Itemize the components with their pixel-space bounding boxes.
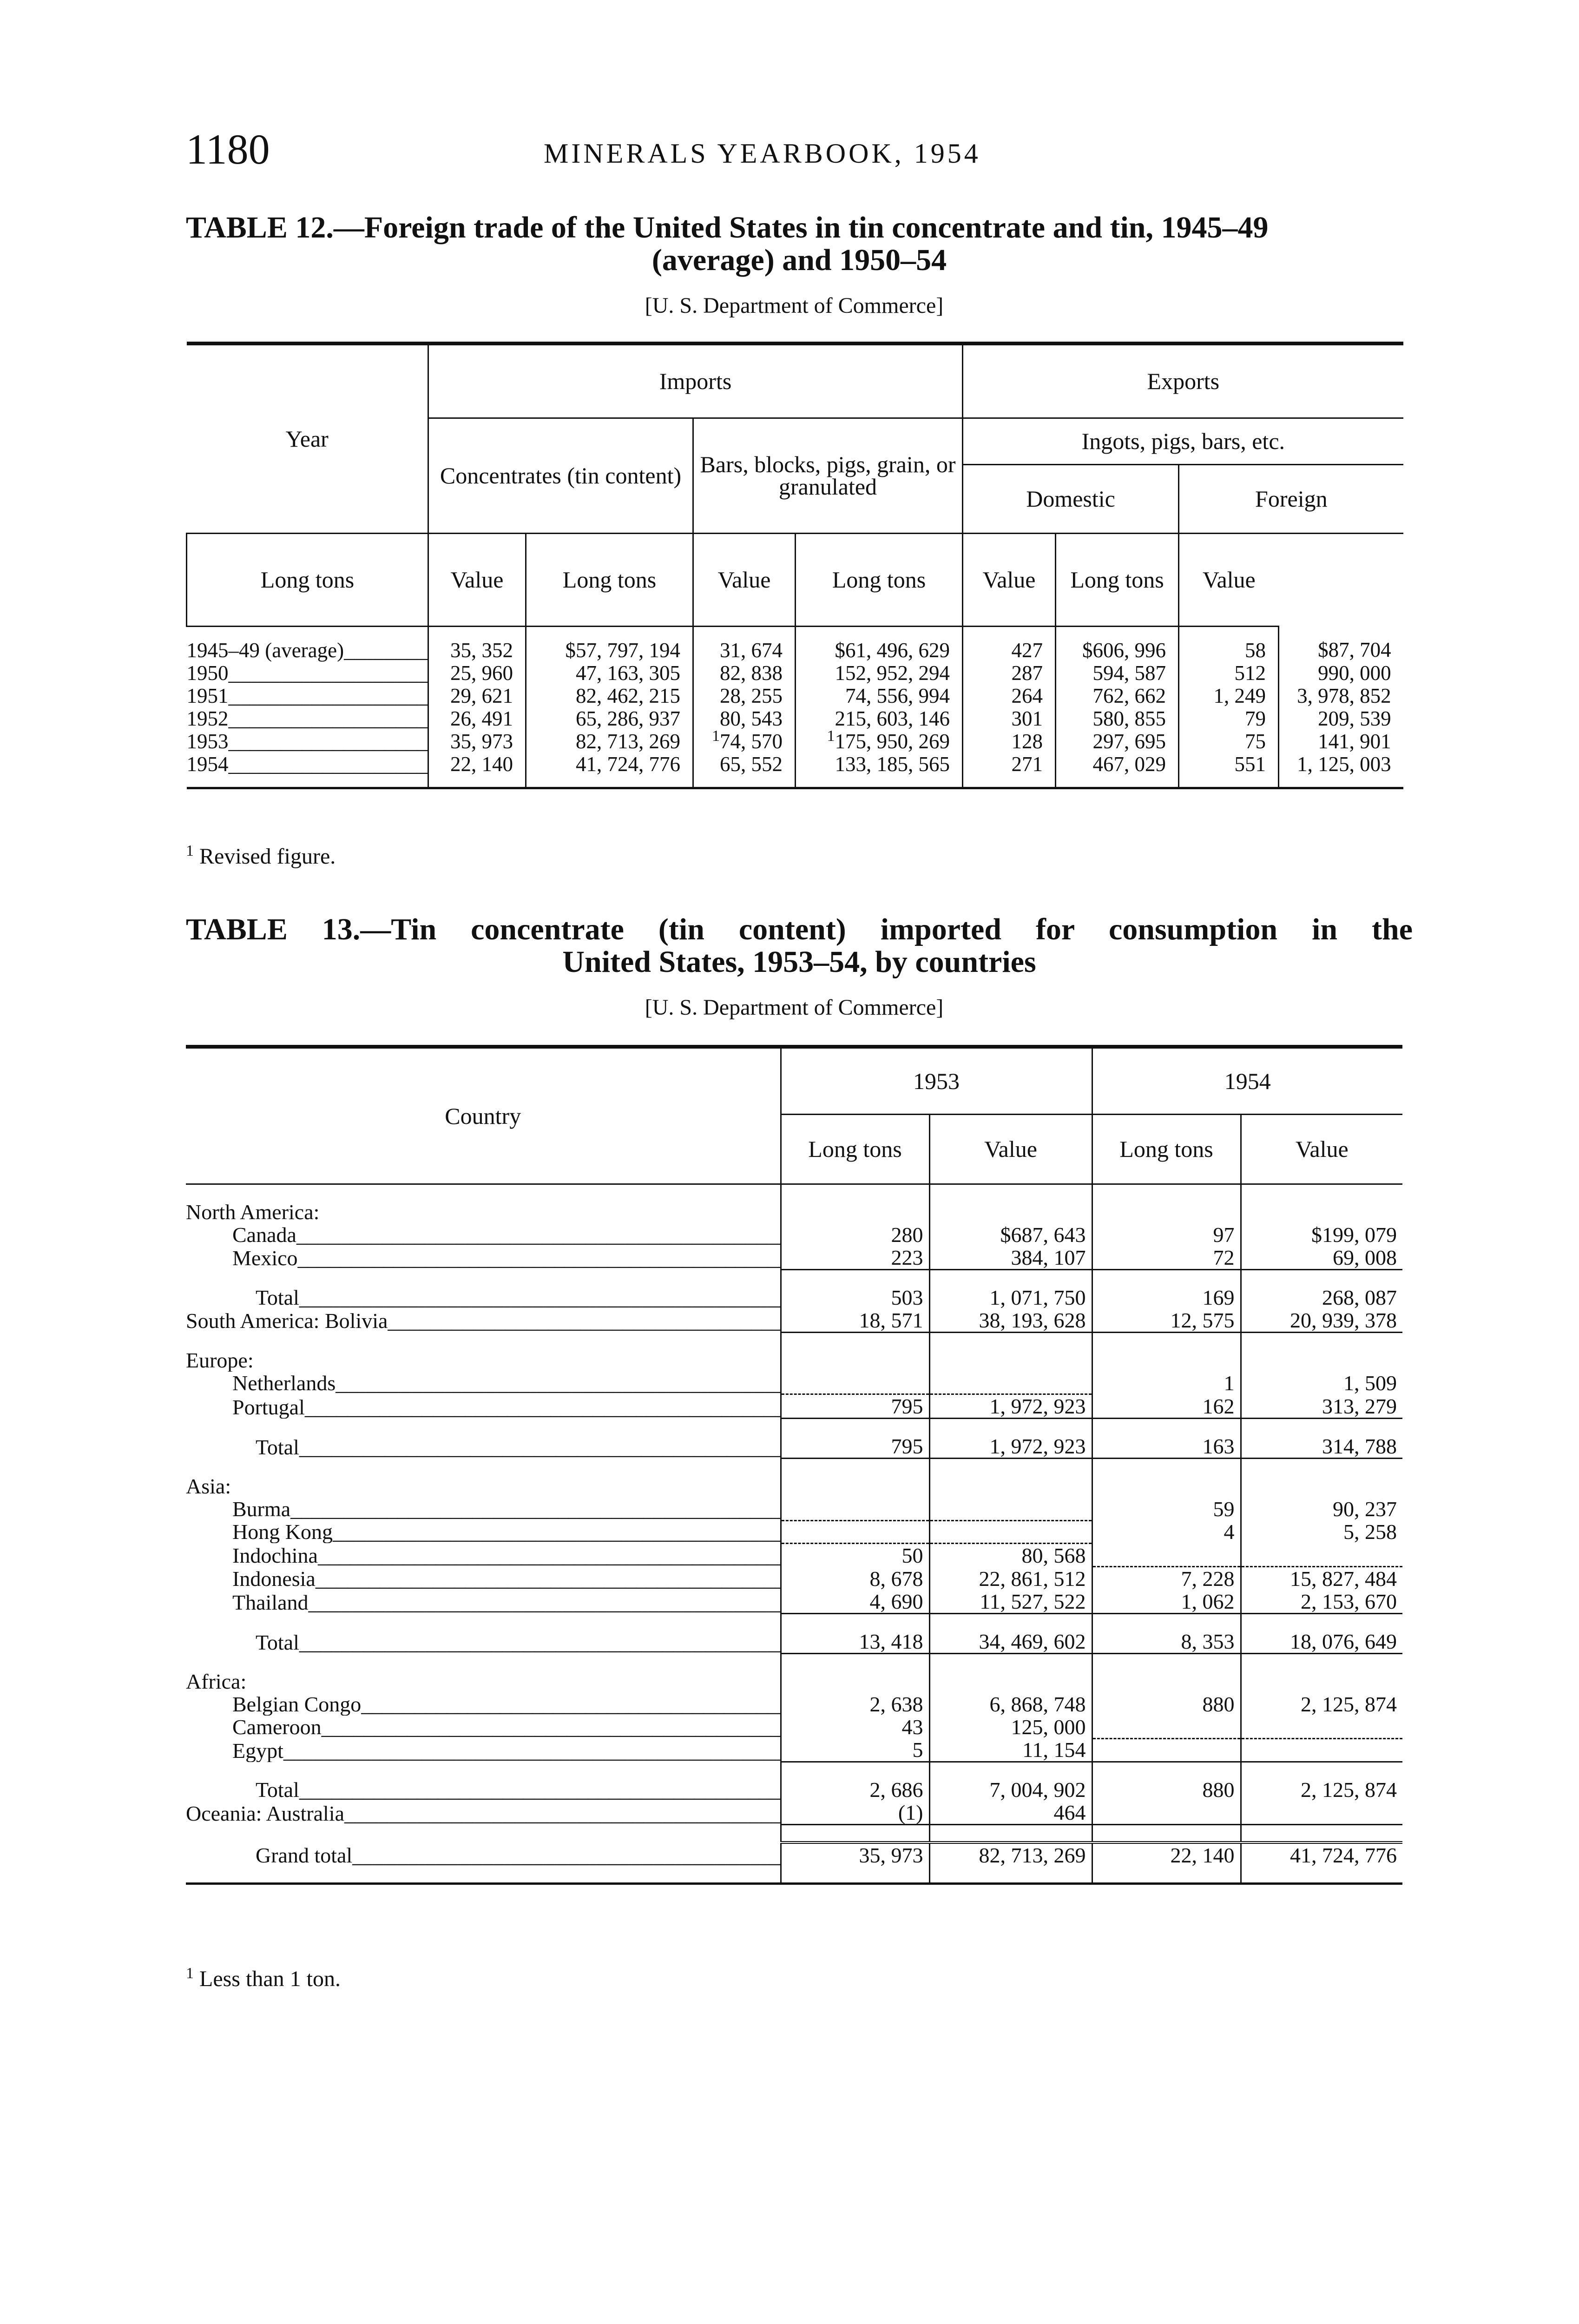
table-row: 1952 _____ 26, 491 65, 286, 937 80, 543 215, 603, 146 301 580, 855 79 209, 539 <box>187 707 1403 730</box>
sub-bars: Bars, blocks, pigs, grain, or granulated <box>693 418 963 533</box>
table-row: Oceania: Australia _____ (1) 464 <box>186 1801 1402 1825</box>
table-row: Thailand _____ 4, 690 11, 527, 522 1, 062 2, 153, 670 <box>186 1590 1402 1614</box>
col-tons-1953: Long tons <box>781 1114 929 1184</box>
table-row: Egypt _____ 5 11, 154 <box>186 1738 1402 1762</box>
table-row: Canada _____ 280 $687, 643 97 $199, 079 <box>186 1223 1402 1246</box>
list-item: North America: <box>186 1201 1402 1223</box>
list-item: Europe: <box>186 1349 1402 1372</box>
table-row: Cameroon _____ 43 125, 000 <box>186 1716 1402 1738</box>
table-row: South America: Bolivia _____ 18, 571 38, 193, 628 12, 575 20, 939, 378 <box>186 1309 1402 1333</box>
col-value-1954: Value <box>1241 1114 1402 1184</box>
sub-domestic: Domestic <box>963 464 1179 533</box>
table-row: Mexico _____ 223 384, 107 72 69, 008 <box>186 1246 1402 1270</box>
table13-title: TABLE 13.—Tin concentrate (tin content) imported for consumption in the <box>186 912 1413 946</box>
table-row: Belgian Congo _____ 2, 638 6, 868, 748 880 2, 125, 874 <box>186 1693 1402 1716</box>
col-conc-value: Value <box>428 533 526 626</box>
col-dom-value: Value <box>963 533 1056 626</box>
table-row: 1950 _____ 25, 960 47, 163, 305 82, 838 152, 952, 294 287 594, 587 512 990, 000 <box>187 662 1403 685</box>
table-row: Total _____ 503 1, 071, 750 169 268, 087 <box>186 1286 1402 1309</box>
running-head: MINERALS YEARBOOK, 1954 <box>544 138 981 169</box>
table-row: 1954 _____ 22, 140 41, 724, 776 65, 552 133, 185, 565 271 467, 029 551 1, 125, 003 <box>187 753 1403 788</box>
sub-ingots: Ingots, pigs, bars, etc. <box>963 418 1403 464</box>
table12-footnote: $^1$ Revised figure. <box>186 842 336 869</box>
page-number: 1180 <box>186 125 270 173</box>
col-bars-tons: Long tons <box>526 533 693 626</box>
col-dom-tons: Long tons <box>796 533 963 626</box>
sub-foreign: Foreign <box>1179 464 1403 533</box>
table13 <box>186 1045 1402 1885</box>
grand-total-row: Grand total _____ 35, 973 82, 713, 269 22, 140 41, 724, 776 <box>186 1842 1402 1867</box>
table-row: Total _____ 13, 418 34, 469, 602 8, 353 18, 076, 649 <box>186 1630 1402 1654</box>
table-row: 1953 _____ 35, 973 82, 713, 269 $^1$74, 570 $^1$175, 950, 269 128 297, 695 75 141, 901 <box>187 730 1403 753</box>
table-row: Netherlands _____ 1 1, 509 <box>186 1372 1402 1394</box>
col-conc-tons: Long tons <box>187 533 428 626</box>
col-tons-1954: Long tons <box>1092 1114 1241 1184</box>
table12-source: [U. S. Department of Commerce] <box>645 293 944 318</box>
group-exports: Exports <box>963 343 1403 418</box>
group-1953: 1953 <box>781 1047 1092 1114</box>
col-value-1953: Value <box>929 1114 1092 1184</box>
table13-source: [U. S. Department of Commerce] <box>645 995 944 1020</box>
table-row: 1945–49 (average) _____ 35, 352 $57, 797, 194 31, 674 $61, 496, 629 427 $606, 996 58 $87, 704 <box>187 626 1403 662</box>
table-row: Indochina _____ 50 80, 568 <box>186 1543 1402 1567</box>
sub-concentrates: Concentrates (tin content) <box>428 418 693 533</box>
table-row: Total _____ 795 1, 972, 923 163 314, 788 <box>186 1435 1402 1459</box>
col-year: Year <box>187 343 428 533</box>
col-country: Country <box>186 1047 781 1184</box>
table12-title: TABLE 12.—Foreign trade of the United States in tin concentrate and tin, 1945–49 <box>186 211 1269 244</box>
table13-title-cont: United States, 1953–54, by countries <box>562 945 1036 979</box>
table-row: Portugal _____ 795 1, 972, 923 162 313, 279 <box>186 1394 1402 1419</box>
table-row: 1951 _____ 29, 621 82, 462, 215 28, 255 74, 556, 994 264 762, 662 1, 249 3, 978, 852 <box>187 685 1403 707</box>
list-item: Africa: <box>186 1670 1402 1693</box>
col-for-tons: Long tons <box>1056 533 1179 626</box>
table-row: Burma _____ 59 90, 237 <box>186 1498 1402 1520</box>
table12-title-cont: (average) and 1950–54 <box>651 243 947 277</box>
group-1954: 1954 <box>1092 1047 1402 1114</box>
col-bars-value: Value <box>693 533 796 626</box>
table-row: Indonesia _____ 8, 678 22, 861, 512 7, 228 15, 827, 484 <box>186 1567 1402 1591</box>
list-item: Asia: <box>186 1475 1402 1498</box>
col-for-value: Value <box>1179 533 1279 626</box>
table-row: Hong Kong _____ 4 5, 258 <box>186 1520 1402 1543</box>
table-row: Total _____ 2, 686 7, 004, 902 880 2, 125, 874 <box>186 1778 1402 1801</box>
group-imports: Imports <box>428 343 963 418</box>
table13-footnote: $^1$ Less than 1 ton. <box>186 1965 341 1991</box>
table12 <box>186 342 1403 789</box>
